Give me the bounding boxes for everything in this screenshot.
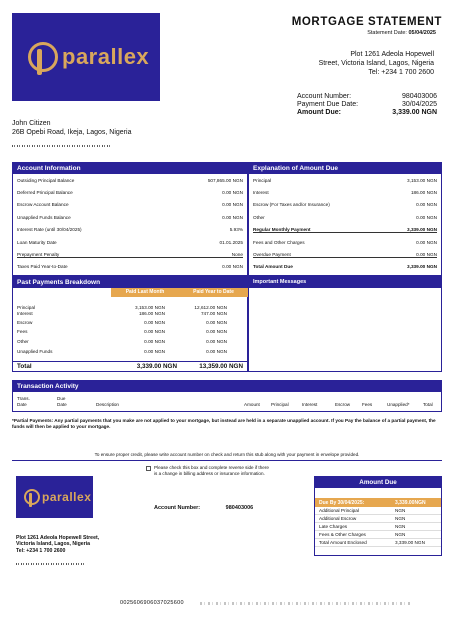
account-info-heading: Account Information: [13, 163, 247, 174]
past-payment-year-to-date: 747.00 NGN: [200, 311, 227, 316]
stub-address-line2: Victoria Island, Lagos, Nigeria: [16, 541, 90, 548]
account-info-panel: [12, 162, 248, 276]
account-info-row-label: Outsiding Principal Balance: [17, 177, 75, 183]
explanation-row-value: 0.00 NGN: [416, 214, 437, 220]
company-address: [319, 50, 434, 77]
transaction-panel: [12, 380, 442, 412]
explanation-row-value: 0.00 NGN: [416, 239, 437, 245]
stub-logo: [16, 476, 93, 518]
col-interest: Interest: [302, 402, 318, 407]
amount-due-box-row-value[interactable]: NGN: [395, 532, 406, 537]
amount-due-box-row-label: Late Charges: [319, 524, 348, 529]
col-due: Due: [57, 396, 66, 401]
amount-due-box-row-value[interactable]: NGN: [395, 516, 406, 521]
past-payments-panel: [12, 276, 248, 372]
amount-due-box-row-value[interactable]: 3,339.00 NGN: [395, 540, 425, 545]
explanation-heading: Explanation of Amount Due: [249, 163, 441, 174]
due-by-label: Due By 30/04/2025:: [319, 499, 365, 506]
account-info-row-label: Prepayment Penalty: [17, 252, 232, 258]
past-payment-last-month: 0.00 NGN: [144, 320, 165, 325]
stub-postal-barcode: [16, 563, 86, 565]
past-payment-label: Other: [17, 339, 29, 344]
explanation-row: [249, 174, 441, 186]
amount-due-box-row: [315, 531, 441, 539]
past-payment-label: Fees: [17, 329, 28, 334]
explanation-row: [249, 224, 441, 236]
past-payment-last-month: 0.00 NGN: [144, 329, 165, 334]
amount-due-box-row-label: Additional Principal: [319, 508, 359, 513]
account-info-row: [13, 261, 247, 273]
amount-due-box: [314, 476, 442, 556]
explanation-row-label: Other: [253, 214, 265, 220]
col-description: Description: [96, 402, 119, 407]
col-year-to-date: Paid Year to Date: [179, 288, 248, 297]
amount-due-box-row-label: Additional Escrow: [319, 516, 357, 521]
total-last-month: 3,339.00 NGN: [136, 363, 177, 370]
amount-due-box-row: [315, 539, 441, 547]
amount-due-box-row-label: Fees & Other Charges: [319, 532, 366, 537]
company-address-line1: Plot 1261 Adeola Hopewell: [350, 51, 434, 58]
account-info-row-value: 0.00 NGN: [222, 264, 243, 270]
explanation-rows: [249, 174, 441, 273]
amount-due-box-row: [315, 523, 441, 531]
explanation-row: [249, 186, 441, 198]
account-info-row-label: Unapplied Funds Balance: [17, 214, 71, 220]
amount-due-box-row-value[interactable]: NGN: [395, 524, 406, 529]
past-payment-last-month: 186.00 NGN: [138, 311, 165, 316]
col-principal: Principal: [271, 402, 289, 407]
partial-payments-note: *Partial Payments: Any partial payments that you make are not applied to your mortgage, but instead are held in a separate unapplied account. If you Pay the balance of a partial payment, the funds will then be applied to your mortgage.: [12, 418, 436, 429]
checkbox-text-line1: Please check this box and complete reverse side if there: [154, 465, 269, 470]
col-total: Total: [423, 402, 433, 407]
account-info-row-label: Taxes Paid Year-to-Date: [17, 264, 68, 270]
amount-due-value: 3,339.00 NGN: [392, 109, 437, 117]
col-trans: Trans.: [17, 396, 30, 401]
amount-due-box-heading: Amount Due: [315, 477, 441, 488]
stub-logo-text: parallex: [42, 490, 92, 504]
account-summary: [297, 93, 437, 118]
col-trans-date: Date: [17, 402, 27, 407]
past-payment-label: Escrow: [17, 320, 33, 325]
explanation-row: [249, 248, 441, 260]
explanation-row-label: Total Amount Due: [253, 264, 293, 270]
account-info-row: [13, 224, 247, 236]
explanation-row-label: Regular Monthly Payment: [253, 227, 407, 233]
account-info-row: [13, 174, 247, 186]
statement-date: [367, 30, 436, 36]
account-info-row: [13, 236, 247, 248]
total-year-to-date: 13,359.00 NGN: [199, 363, 243, 370]
postal-barcode: [12, 145, 112, 147]
past-payments-heading: Past Payments Breakdown: [13, 277, 247, 288]
stub-divider: [12, 460, 442, 461]
company-logo: [12, 13, 160, 101]
account-info-row: [13, 199, 247, 211]
account-number-value: 980403006: [401, 93, 437, 100]
amount-due-label: Amount Due:: [297, 109, 341, 117]
account-info-row-value: 01.01.2025: [219, 239, 243, 245]
explanation-row-value: 186.00 NGN: [410, 190, 437, 196]
statement-date-value: 05/04/2025: [408, 30, 436, 36]
col-last-month: Paid Last Month: [111, 288, 179, 297]
account-info-row: [13, 186, 247, 198]
account-info-row-label: Deferred Principal Balance: [17, 190, 73, 196]
past-payment-last-month: 0.00 NGN: [144, 339, 165, 344]
col-fees: Fees: [362, 402, 373, 407]
explanation-row-label: Fees and Other Charges: [253, 239, 305, 245]
amount-due-box-row-label: Total Amount Enclosed: [319, 540, 367, 545]
statement-date-label: Statement Date:: [367, 30, 407, 36]
due-by-value: 3,339.00NGN: [395, 499, 426, 506]
col-escrow: Escrow: [335, 402, 351, 407]
past-payment-year-to-date: 0.00 NGN: [206, 339, 227, 344]
customer-name: John Citizen: [12, 120, 51, 127]
explanation-panel: [248, 162, 442, 276]
stub-account-number-label: Account Number:: [154, 505, 201, 511]
due-date-value: 30/04/2025: [401, 101, 437, 109]
explanation-row-label: Escrow (For Taxes and/or Insurance): [253, 202, 330, 208]
explanation-row-value: 3,153.00 NGN: [407, 177, 437, 183]
account-info-row-value: 507,865.00 NGN: [207, 177, 243, 183]
amount-due-box-row: [315, 507, 441, 515]
due-date-label: Payment Due Date:: [297, 101, 359, 109]
past-payments-total: [13, 361, 247, 370]
account-info-row-value: None: [231, 251, 243, 257]
stub-account-number: [154, 505, 253, 511]
col-amount: Amount: [244, 402, 260, 407]
past-payment-label: Principal: [17, 305, 35, 310]
account-number-label: Account Number:: [297, 93, 352, 100]
important-messages-panel: [248, 276, 442, 372]
explanation-row-label: Principal: [253, 177, 271, 183]
past-payment-year-to-date: 0.00 NGN: [206, 329, 227, 334]
stub-account-number-value: 980403006: [225, 505, 254, 511]
logo-mark-icon: [28, 42, 58, 72]
ocr-scan-line: [200, 602, 410, 605]
past-payment-year-to-date: 12,612.00 NGN: [194, 305, 227, 310]
explanation-row: [249, 211, 441, 223]
amount-due-box-row-value[interactable]: NGN: [395, 508, 406, 513]
past-payment-last-month: 0.00 NGN: [144, 349, 165, 354]
account-info-row-value: 5.93%: [229, 227, 243, 233]
account-info-rows: [13, 174, 247, 273]
transaction-heading: Transaction Activity: [13, 381, 441, 392]
explanation-row-label: Overdue Payment: [253, 252, 416, 258]
account-info-row: [13, 248, 247, 260]
stub-tel: Tel: +234 1 700 2600: [16, 547, 66, 554]
change-address-checkbox[interactable]: [146, 466, 151, 471]
account-info-row-label: Loan Maturity Date: [17, 239, 57, 245]
explanation-row-label: Interest: [253, 190, 269, 196]
customer-address: 26B Opebi Road, Ikeja, Lagos, Nigeria: [12, 128, 132, 136]
col-due-date: Date: [57, 402, 67, 407]
statement-title: MORTGAGE STATEMENT: [291, 16, 442, 28]
explanation-row-value: 0.00 NGN: [416, 202, 437, 208]
account-info-row-value: 0.00 NGN: [222, 190, 243, 196]
col-unapplied: Unapplied*: [387, 402, 410, 407]
explanation-row: [249, 261, 441, 273]
stub-instruction: To ensure proper credit, please write account number on check and return this stub along with your payment in envelope provided.: [94, 452, 360, 457]
amount-due-rows: [315, 507, 441, 547]
past-payment-label: Interest: [17, 311, 33, 316]
past-payment-last-month: 3,153.00 NGN: [135, 305, 165, 310]
explanation-row-value: 3,339.00 NGN: [407, 264, 437, 270]
explanation-row-value: 0.00 NGN: [416, 251, 437, 257]
important-messages-heading: Important Messages: [249, 277, 441, 288]
stub-address-line1: Plot 1261 Adeola Hopewell Street,: [16, 535, 100, 541]
account-info-row-label: Interest Rate (until 30/04/2025): [17, 227, 82, 233]
logo-text: parallex: [62, 44, 150, 69]
checkbox-text-line2: is a change in billing address or insurance information.: [154, 471, 265, 476]
due-by-row: [315, 498, 441, 507]
stub-barcode-number: 0025606906037025600: [120, 600, 184, 606]
account-info-row-value: 0.00 NGN: [222, 214, 243, 220]
customer-block: [12, 120, 131, 137]
explanation-row-value: 3,339.00 NGN: [407, 226, 437, 232]
account-info-row-label: Escrow Account Balance: [17, 202, 69, 208]
account-info-row-value: 0.00 NGN: [222, 202, 243, 208]
stub-logo-mark-icon: [24, 489, 40, 505]
past-payment-label: Unapplied Funds: [17, 349, 53, 354]
past-payment-year-to-date: 0.00 NGN: [206, 349, 227, 354]
company-tel: Tel: +234 1 700 2600: [368, 69, 434, 76]
company-address-line2: Street, Victoria Island, Lagos, Nigeria: [318, 60, 434, 67]
explanation-row: [249, 236, 441, 248]
explanation-row: [249, 199, 441, 211]
account-info-row: [13, 211, 247, 223]
change-address-checkbox-text: [154, 465, 269, 477]
total-label: Total: [17, 363, 32, 370]
past-payment-year-to-date: 0.00 NGN: [206, 320, 227, 325]
amount-due-box-row: [315, 515, 441, 523]
stub-address: [16, 535, 99, 554]
